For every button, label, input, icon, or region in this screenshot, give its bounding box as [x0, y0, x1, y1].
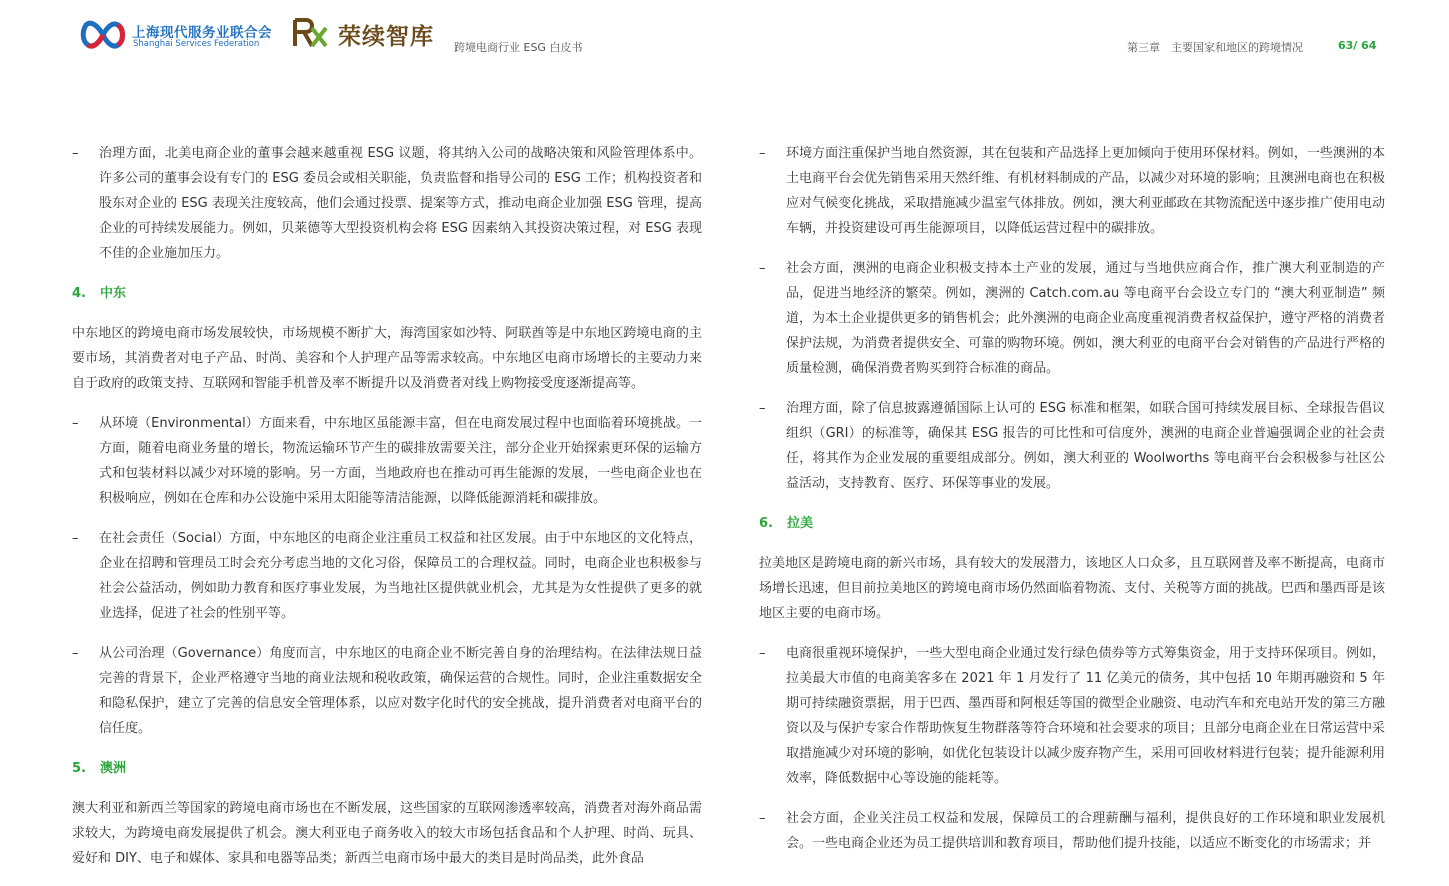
chapter-title: 第三章 主要国家和地区的跨境情况 [1127, 41, 1303, 54]
rx-emblem-icon [292, 16, 330, 50]
section-title: 澳洲 [100, 761, 127, 776]
bullet-item [72, 411, 702, 511]
bullet-dash: – [72, 416, 79, 431]
bullet-text: 从环境（Environmental）方面来看，中东地区虽能源丰富，但在电商发展过程中也面临着环境挑战。一方面，随着电商业务量的增长，物流运输环节产生的碳排放需要关注，部分企业开始探索更环保的运输方式和包装材料以减少对环境的影响。另一方面，当地政府也在推动可再生能源的发展，一些电商企业也在积极响应，例如在仓库和办公设施中采用太阳能等清洁能源，以降低能源消耗和碳排放。 [99, 416, 702, 506]
right-column [759, 141, 1385, 871]
section-heading-latin-america [759, 511, 1385, 536]
federation-emblem-icon [80, 17, 126, 53]
bullet-item [759, 141, 1385, 241]
bullet-dash: – [72, 531, 79, 546]
federation-name-en: Shanghai Services Federation [133, 39, 260, 49]
page-header [0, 0, 1449, 70]
page-number: 63/ 64 [1338, 39, 1377, 52]
section-heading-middle-east [72, 281, 702, 306]
bullet-dash: – [759, 401, 766, 416]
section-number: 5. [72, 761, 86, 776]
bullet-dash: – [759, 811, 766, 826]
section-title: 中东 [100, 286, 127, 301]
bullet-item [72, 141, 702, 266]
think-tank-name: 荣续智库 [338, 24, 434, 50]
bullet-item [72, 641, 702, 741]
bullet-item [759, 641, 1385, 791]
bullet-item [759, 806, 1385, 856]
paragraph: 澳大利亚和新西兰等国家的跨境电商市场也在不断发展，这些国家的互联网渗透率较高，消费者对海外商品需求较大，为跨境电商发展提供了机会。澳大利亚电子商务收入的较大市场包括食品和个人护理、时尚、玩具、爱好和 DIY、电子和媒体、家具和电器等品类；新西兰电商市场中最大的类目是时尚品类，此外食品 [72, 801, 702, 866]
shanghai-services-federation-logo [80, 17, 275, 53]
paragraph: 中东地区的跨境电商市场发展较快，市场规模不断扩大，海湾国家如沙特、阿联酋等是中东地区跨境电商的主要市场，其消费者对电子产品、时尚、美容和个人护理产品等需求较高。中东地区电商市场增长的主要动力来自于政府的政策支持、互联网和智能手机普及率不断提升以及消费者对线上购物接受度逐渐提高等。 [72, 326, 702, 391]
bullet-text: 社会方面，企业关注员工权益和发展，保障员工的合理薪酬与福利，提供良好的工作环境和职业发展机会。一些电商企业还为员工提供培训和教育项目，帮助他们提升技能，以适应不断变化的市场需求；并 [786, 811, 1385, 851]
bullet-dash: – [759, 146, 766, 161]
bullet-item [72, 526, 702, 626]
bullet-text: 从公司治理（Governance）角度而言，中东地区的电商企业不断完善自身的治理结构。在法律法规日益完善的背景下，企业严格遵守当地的商业法规和税收政策，确保运营的合规性。同时，企业注重数据安全和隐私保护，建立了完善的信息安全管理体系，以应对数字化时代的安全挑战，提升消费者对电商平台的信任度。 [99, 646, 702, 736]
bullet-dash: – [759, 261, 766, 276]
bullet-dash: – [72, 646, 79, 661]
section-heading-australia [72, 756, 702, 781]
bullet-text: 电商很重视环境保护，一些大型电商企业通过发行绿色债券等方式筹集资金，用于支持环保项目。例如，拉美最大市值的电商美客多在 2021 年 1 月发行了 11 亿美元的债务，其中包括 10 年期再融资和 5 年期可持续融资票据，用于巴西、墨西哥和阿根廷等国的微型企业融资、电动汽车和充电站开发的第三方融资以及与保护专家合作帮助恢复生物群落等符合环境和社会要求的项目；且部分电商企业在日常运营中采取措施减少对环境的影响，如优化包装设计以减少废弃物产生，采用可回收材料进行包装；提升能源利用效率，降低数据中心等设施的能耗等。 [786, 646, 1385, 786]
bullet-text: 治理方面，北美电商企业的董事会越来越重视 ESG 议题，将其纳入公司的战略决策和风险管理体系中。许多公司的董事会设有专门的 ESG 委员会或相关职能，负责监督和指导公司的 ESG 工作；机构投资者和股东对企业的 ESG 表现关注度较高，他们会通过投票、提案等方式，推动电商企业加强 ESG 管理，提高企业的可持续发展能力。例如，贝莱德等大型投资机构会将 ESG 因素纳入其投资决策过程，对 ESG 表现不佳的企业施加压力。 [99, 146, 702, 261]
bullet-text: 治理方面，除了信息披露遵循国际上认可的 ESG 标准和框架，如联合国可持续发展目标、全球报告倡议组织（GRI）的标准等，确保其 ESG 报告的可比性和可信度外，澳洲的电商企业普遍强调企业的社会责任，将其作为企业发展的重要组成部分。例如，澳大利亚的 Woolworths 等电商平台会积极参与社区公益活动，支持教育、医疗、环保等事业的发展。 [786, 401, 1385, 491]
bullet-dash: – [72, 146, 79, 161]
section-title: 拉美 [787, 516, 814, 531]
rongxu-think-tank-logo [290, 14, 445, 52]
federation-name-cn: 上海现代服务业联合会 [132, 25, 272, 41]
left-column [72, 141, 702, 886]
document-title: 跨境电商行业 ESG 白皮书 [454, 41, 583, 54]
bullet-dash: – [759, 646, 766, 661]
bullet-item [759, 256, 1385, 381]
bullet-text: 环境方面注重保护当地自然资源，其在包装和产品选择上更加倾向于使用环保材料。例如，一些澳洲的本土电商平台会优先销售采用天然纤维、有机材料制成的产品，以减少对环境的影响；且澳洲电商也在积极应对气候变化挑战，采取措施减少温室气体排放。例如，澳大利亚邮政在其物流配送中逐步推广使用电动车辆，并投资建设可再生能源项目，以降低运营过程中的碳排放。 [786, 146, 1385, 236]
paragraph: 拉美地区是跨境电商的新兴市场，具有较大的发展潜力，该地区人口众多，且互联网普及率不断提高，电商市场增长迅速，但目前拉美地区的跨境电商市场仍然面临着物流、支付、关税等方面的挑战。巴西和墨西哥是该地区主要的电商市场。 [759, 556, 1385, 621]
bullet-text: 社会方面，澳洲的电商企业积极支持本土产业的发展，通过与当地供应商合作，推广澳大利亚制造的产品，促进当地经济的繁荣。例如，澳洲的 Catch.com.au 等电商平台会设立专门的 “澳大利亚制造” 频道，为本土企业提供更多的销售机会；此外澳洲的电商企业高度重视消费者权益保护，遵守严格的消费者保护法规，为消费者提供安全、可靠的购物环境。例如，澳大利亚的电商平台会对销售的产品进行严格的质量检测，确保消费者购买到符合标准的商品。 [786, 261, 1385, 376]
bullet-item [759, 396, 1385, 496]
section-number: 6. [759, 516, 773, 531]
section-number: 4. [72, 286, 86, 301]
bullet-text: 在社会责任（Social）方面，中东地区的电商企业注重员工权益和社区发展。由于中东地区的文化特点，企业在招聘和管理员工时会充分考虑当地的文化习俗，保障员工的合理权益。同时，电商企业也积极参与社会公益活动，例如助力教育和医疗事业发展，为当地社区提供就业机会，尤其是为女性提供了更多的就业选择，促进了社会的性别平等。 [99, 531, 702, 621]
